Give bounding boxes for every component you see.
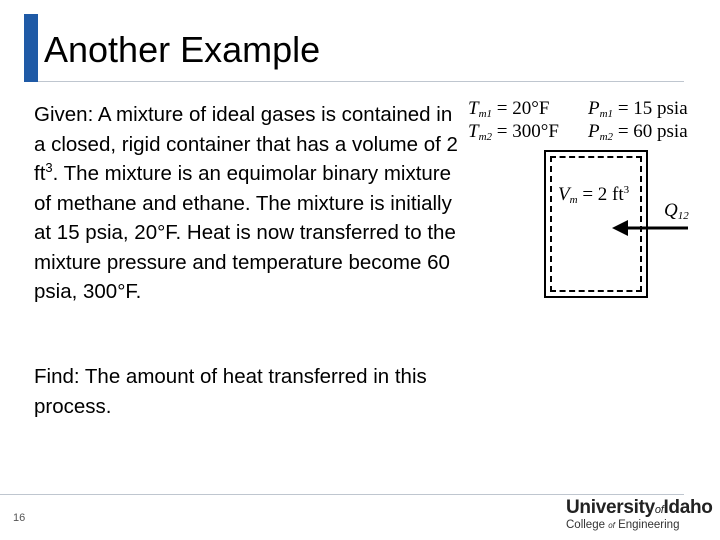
title-accent-bar [24, 14, 38, 82]
find-text: : The amount of heat transferred in this process. [34, 365, 427, 418]
find-paragraph [34, 362, 474, 421]
heat-label: Q12 [664, 200, 689, 222]
title-divider [38, 81, 684, 82]
page-number: 16 [13, 512, 26, 524]
eq-temperature-1: Tm1 = 20°F [468, 98, 550, 120]
given-text-part2: . The mixture is an equimolar binary mixture of methane and ethane. The mixture is initially at 15 psia, 20°F. Heat is now transferred to the mixture pressure and temperature become 60 psia, 300°F. [34, 162, 456, 303]
given-text-part1: : A mixture of ideal gases is contained in a closed, rigid container that has a volume of 2 ft [34, 103, 458, 185]
eq-volume: Vm = 2 $ft^3$ [558, 184, 630, 206]
find-label: Find [34, 365, 74, 388]
eq-pressure-2: Pm2 = 60 psia [588, 121, 688, 143]
slide-title: Another Example [44, 29, 321, 70]
university-logo: UniversityofIdaho [566, 497, 713, 518]
footer-divider [0, 494, 684, 495]
given-paragraph [34, 100, 464, 307]
college-logo-text: College of Engineering [566, 519, 680, 531]
eq-pressure-1: Pm1 = 15 psia [588, 98, 688, 120]
given-label: Given [34, 103, 88, 126]
given-superscript: 3 [45, 160, 53, 175]
eq-temperature-2: Tm2 = 300°F [468, 121, 559, 143]
